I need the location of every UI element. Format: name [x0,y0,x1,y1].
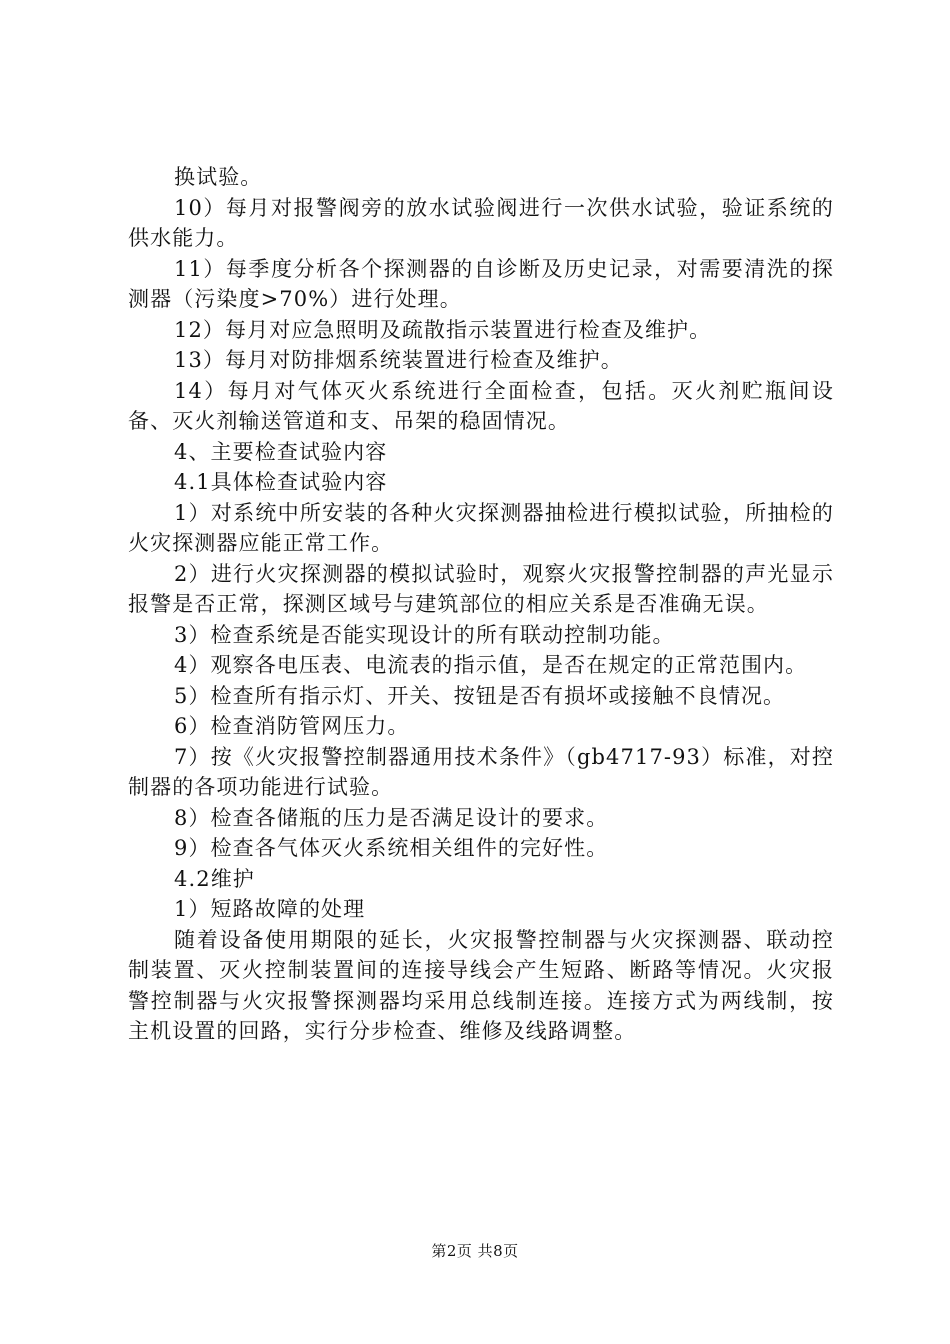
paragraph: 7）按《火灾报警控制器通用技术条件》（gb4717-93）标准，对控制器的各项功能进行试验。 [128,744,834,799]
paragraph: 4）观察各电压表、电流表的指示值，是否在规定的正常范围内。 [174,653,808,677]
paragraph: 随着设备使用期限的延长，火灾报警控制器与火灾探测器、联动控制装置、灭火控制装置间的连接导线会产生短路、断路等情况。火灾报警控制器与火灾报警探测器均采用总线制连接。连接方式为两线制，按主机设置的回路，实行分步检查、维修及线路调整。 [128,927,834,1043]
paragraph: 13）每月对防排烟系统装置进行检查及维护。 [174,348,623,372]
subsection-heading: 4.1具体检查试验内容 [174,470,388,494]
subsection-heading: 4.2维护 [174,866,255,891]
subheading: 1）短路故障的处理 [174,897,366,921]
paragraph: 9）检查各气体灭火系统相关组件的完好性。 [174,836,609,860]
paragraph: 2）进行火灾探测器的模拟试验时，观察火灾报警控制器的声光显示报警是否正常，探测区域号与建筑部位的相应关系是否准确无误。 [128,561,834,616]
paragraph: 5）检查所有指示灯、开关、按钮是否有损坏或接触不良情况。 [174,683,786,708]
paragraph: 6）检查消防管网压力。 [174,714,410,738]
paragraph: 换试验。 [174,165,263,189]
page-number-footer: 第2页 共8页 [431,1242,519,1260]
section-heading: 4、主要检查试验内容 [174,439,388,464]
paragraph: 3）检查系统是否能实现设计的所有联动控制功能。 [174,622,675,647]
paragraph: 12）每月对应急照明及疏散指示装置进行检查及维护。 [174,317,712,342]
document-body [128,162,834,1047]
paragraph: 11）每季度分析各个探测器的自诊断及历史记录，对需要清洗的探测器（污染度>70%）进行处理。 [128,256,834,311]
paragraph: 8）检查各储瓶的压力是否满足设计的要求。 [174,805,609,830]
paragraph: 1）对系统中所安装的各种火灾探测器抽检进行模拟试验，所抽检的火灾探测器应能正常工作。 [128,500,834,555]
paragraph: 14）每月对气体灭火系统进行全面检查，包括。灭火剂贮瓶间设备、灭火剂输送管道和支、吊架的稳固情况。 [128,378,834,433]
paragraph: 10）每月对报警阀旁的放水试验阀进行一次供水试验，验证系统的供水能力。 [128,195,834,250]
